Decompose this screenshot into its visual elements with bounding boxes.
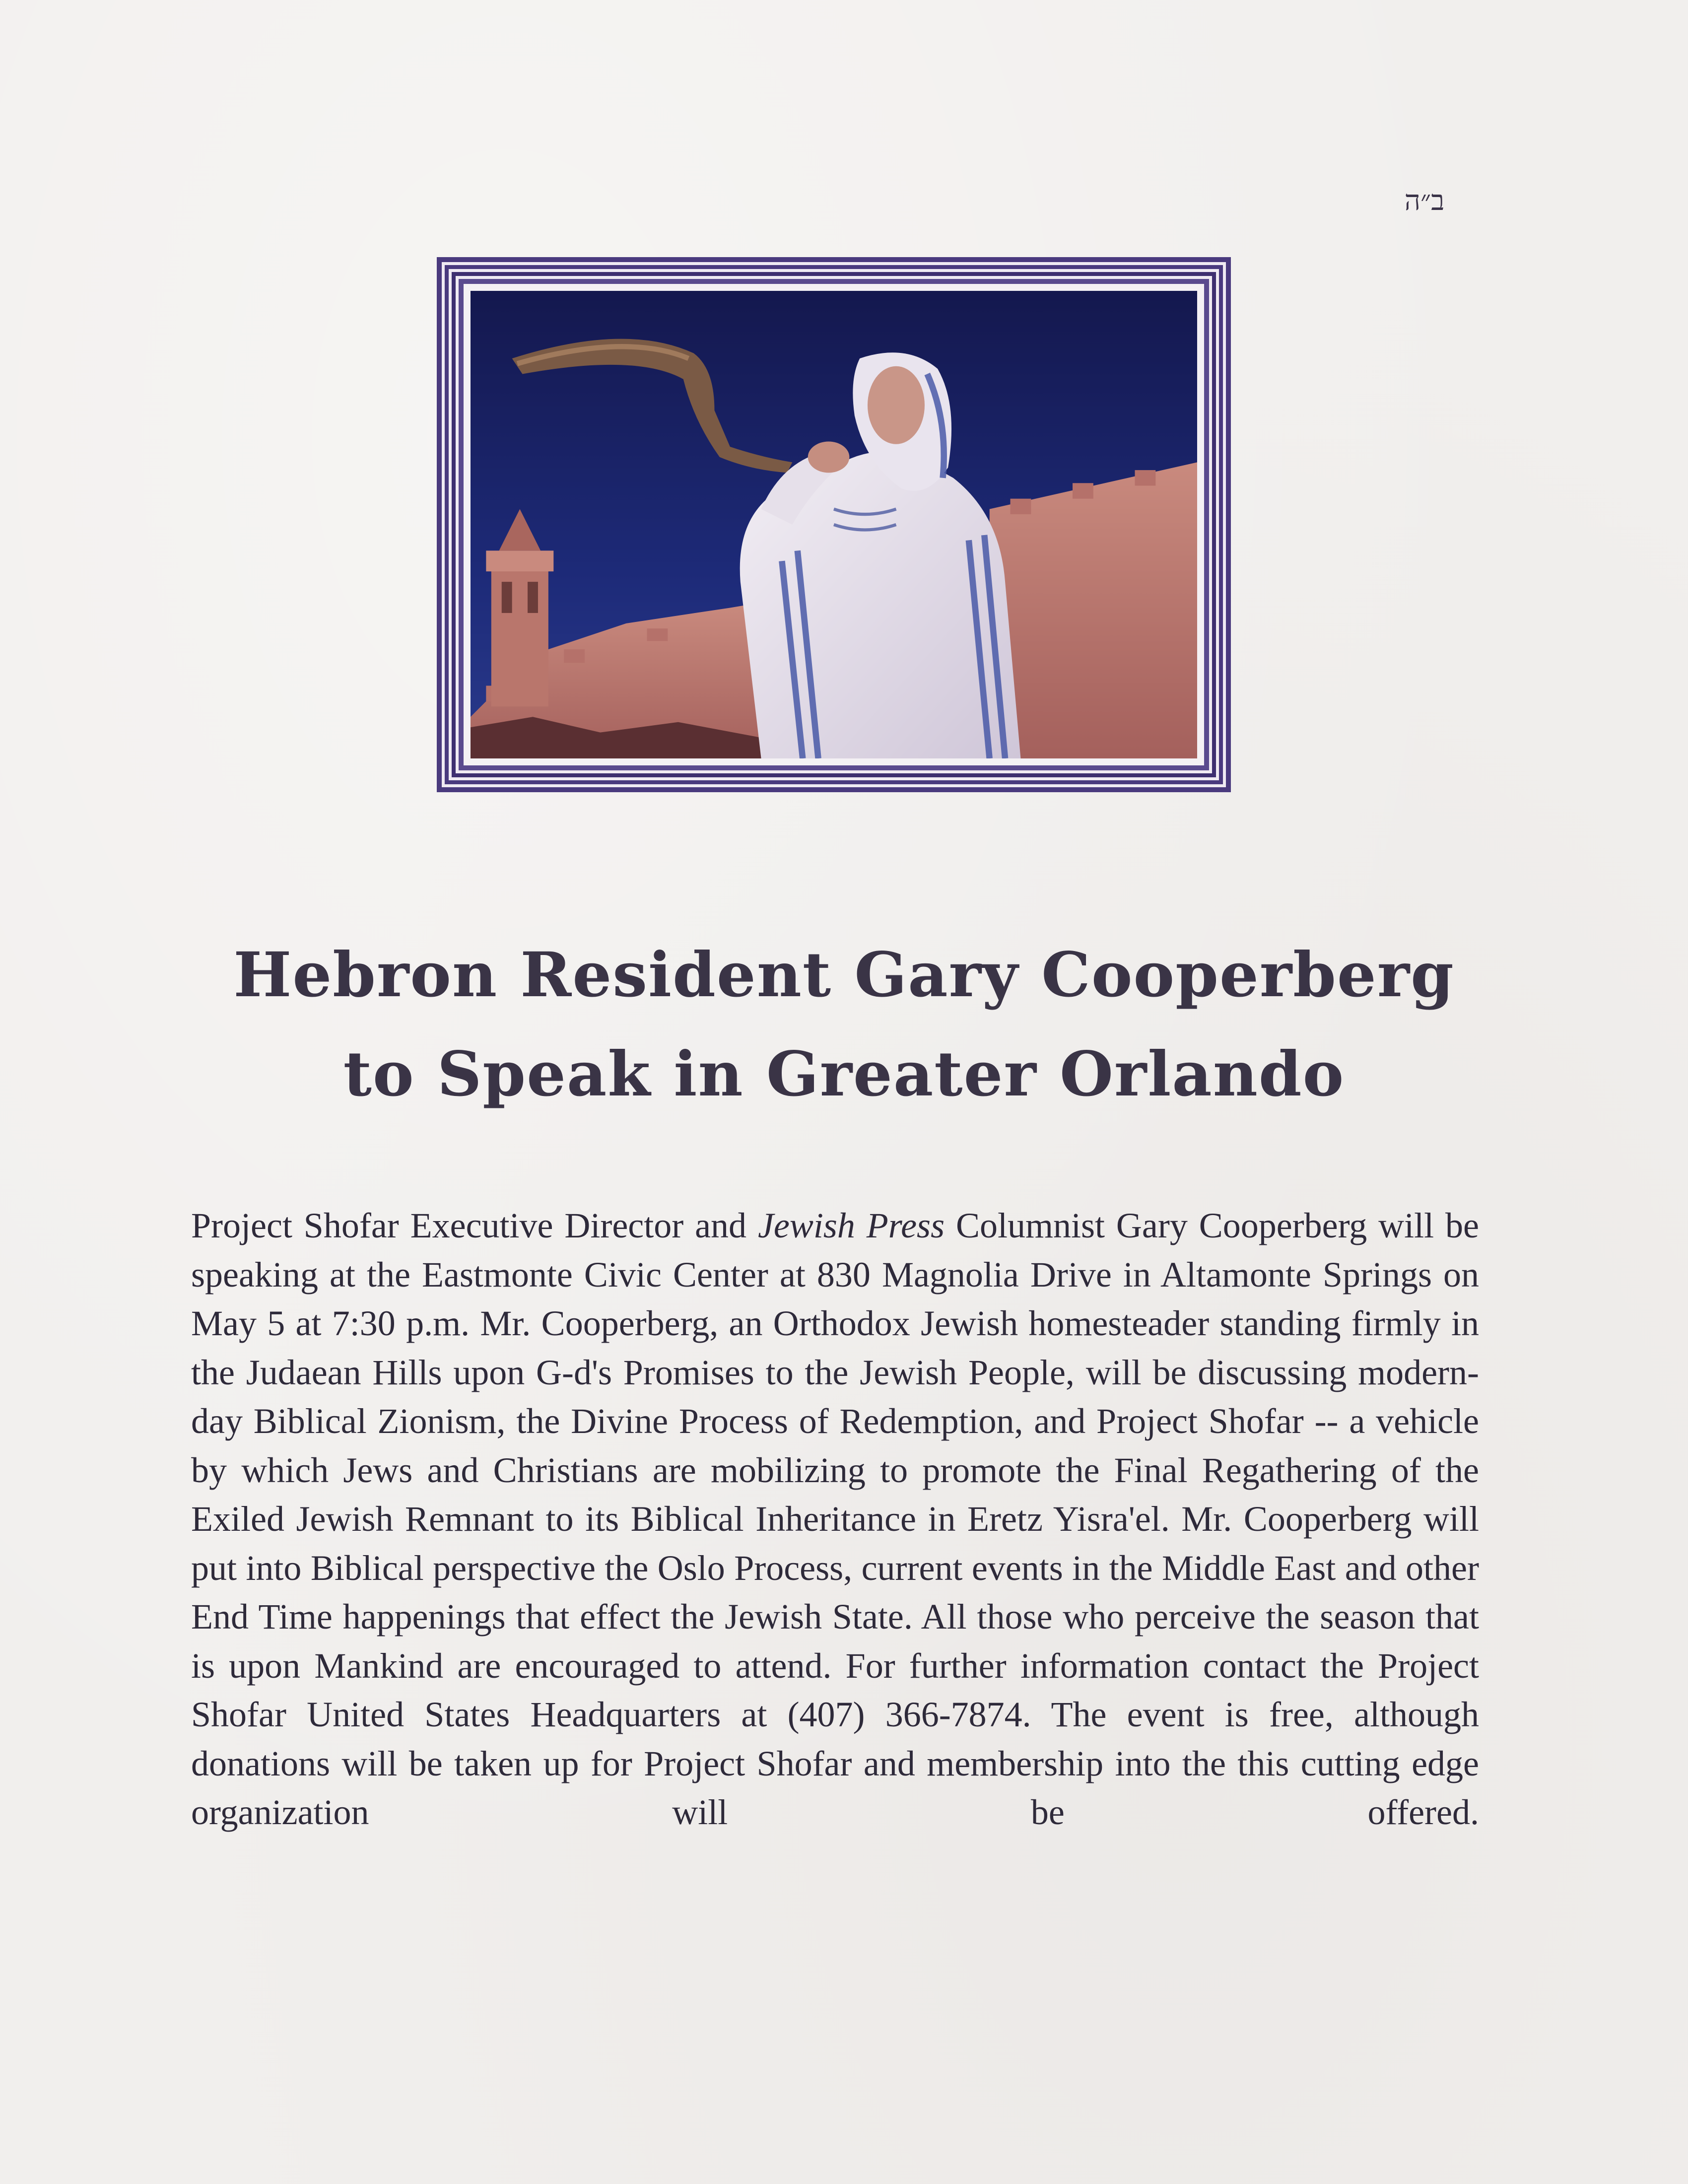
photo-frame [437,257,1231,792]
article-text-part-1: Project Shofar Executive Director and [191,1206,758,1245]
publication-name: Jewish Press [757,1206,945,1245]
bh-mark: ב״ה [1404,185,1445,217]
shofar-photo [464,284,1204,765]
article-body [191,1201,1479,1837]
headline-line-1: Hebron Resident Gary Cooperberg [233,939,1455,1011]
photo-illustration [471,291,1197,758]
headline-line-2: to Speak in Greater Orlando [343,1038,1345,1110]
headline [149,926,1539,1124]
article-text-part-2: Columnist Gary Cooperberg will be speaking at the Eastmonte Civic Center at 830 Magnolia Drive in Altamonte Springs on May 5 at 7:30 p.m. Mr. Cooperberg, an Orthodox Jewish homesteader standing firmly in the Judaean Hills upon G-d's Promises to the Jewish People, will be discussing modern-day Biblical Zionism, the Divine Process of Redemption, and Project Shofar -- a vehicle by which Jews and Christians are mobilizing to promote the Final Regathering of the Exiled Jewish Remnant to its Biblical Inheritance in Eretz Yisra'el. Mr. Cooperberg will put into Biblical perspective the Oslo Process, current events in the Middle East and other End Time happenings that effect the Jewish State. All those who perceive the season that is upon Mankind are encouraged to attend. For further information contact the Project Shofar United States Headquarters at (407) 366-7874. The event is free, although donations will be taken up for Project Shofar and membership into the this cutting edge organization will be offered. [191,1206,1479,1832]
